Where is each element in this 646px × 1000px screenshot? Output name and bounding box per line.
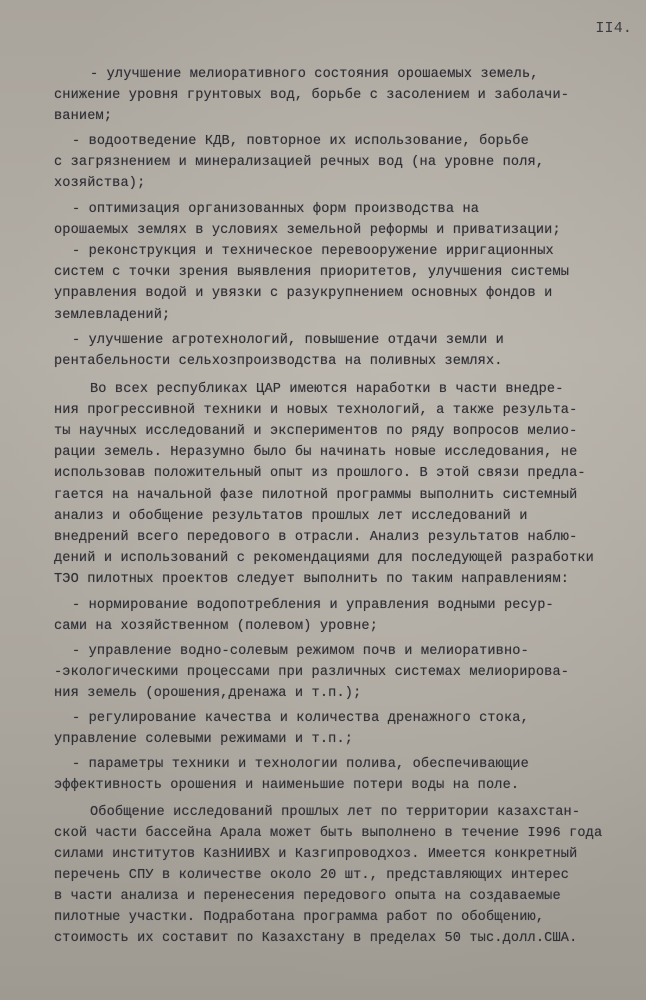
text-line: орошаемых землях в условиях земельной реформы и приватизации;: [54, 223, 561, 238]
text-line: - реконструкция и техническое перевооружение ирригационных: [72, 244, 554, 259]
text-line: дений и использований с рекомендациями для последующей разработки: [54, 551, 594, 566]
text-line: ты научных исследований и экспериментов по ряду вопросов мелио-: [54, 424, 578, 439]
page-number: II4.: [595, 20, 632, 37]
text-line: управления водой и увязки с разукрупнением основных фондов и: [54, 286, 553, 301]
text-line: ния прогрессивной техники и новых технологий, а также результа-: [54, 403, 578, 418]
text-line: - оптимизация организованных форм производства на: [72, 202, 480, 217]
text-line: ния земель (орошения,дренажа и т.п.);: [54, 686, 362, 701]
text-line: - улучшение мелиоративного состояния орошаемых земель,: [90, 67, 539, 82]
text-line: рентабельности сельхозпроизводства на поливных землях.: [54, 354, 503, 369]
text-line: рации земель. Неразумно было бы начинать новые исследования, не: [54, 445, 578, 460]
text-line: - параметры техники и технологии полива, обеспечивающие: [72, 757, 529, 772]
text-line: снижение уровня грунтовых вод, борьбе с засолением и заболачи-: [54, 88, 570, 103]
text-line: гается на начальной фазе пилотной программы выполнить системный: [54, 488, 578, 503]
text-line: - нормирование водопотребления и управления водными ресур-: [72, 598, 554, 613]
text-line: внедрений всего передового в отрасли. Анализ результатов наблю-: [54, 530, 578, 545]
text-line: систем с точки зрения выявления приоритетов, улучшения системы: [54, 265, 570, 280]
text-line: анализ и обобщение результатов прошлых лет исследований и: [54, 509, 528, 524]
text-line: ской части бассейна Арала может быть выполнено в течение I996 года: [54, 826, 603, 841]
text-line: силами институтов КазНИИВХ и Казгипроводхоз. Имеется конкретный: [54, 847, 578, 862]
text-line: в части анализа и перенесения передового опыта на создаваемые: [54, 889, 561, 904]
text-line: - улучшение агротехнологий, повышение отдачи земли и: [72, 333, 504, 348]
text-line: хозяйства);: [54, 176, 146, 191]
text-line: сами на хозяйственном (полевом) уровне;: [54, 619, 378, 634]
text-line: ванием;: [54, 109, 113, 124]
text-line: ТЭО пилотных проектов следует выполнить по таким направлениям:: [54, 572, 570, 587]
text-line: Обобщение исследований прошлых лет по территории казахстан-: [90, 805, 581, 820]
text-line: - управление водно-солевым режимом почв и мелиоративно-: [72, 644, 529, 659]
text-line: управление солевыми режимами и т.п.;: [54, 732, 354, 747]
text-line: с загрязнением и минерализацией речных вод (на уровне поля,: [54, 155, 545, 170]
text-line: - водоотведение КДВ, повторное их использование, борьбе: [72, 134, 529, 149]
text-line: стоимость их составит по Казахстану в пределах 50 тыс.долл.США.: [54, 931, 578, 946]
text-line: землевладений;: [54, 308, 171, 323]
text-line: пилотные участки. Подработана программа работ по обобщению,: [54, 910, 545, 925]
text-line: использовав положительный опыт из прошлого. В этой связи предла-: [54, 466, 586, 481]
text-line: перечень СПУ в количестве около 20 шт., представляющих интерес: [54, 868, 570, 883]
text-line: эффективность орошения и наименьшие потери воды на поле.: [54, 778, 520, 793]
text-line: - регулирование качества и количества дренажного стока,: [72, 711, 529, 726]
text-line: -экологическими процессами при различных системах мелиорирова-: [54, 665, 570, 680]
text-line: Во всех республиках ЦАР имеются наработки в части внедре-: [90, 382, 564, 397]
